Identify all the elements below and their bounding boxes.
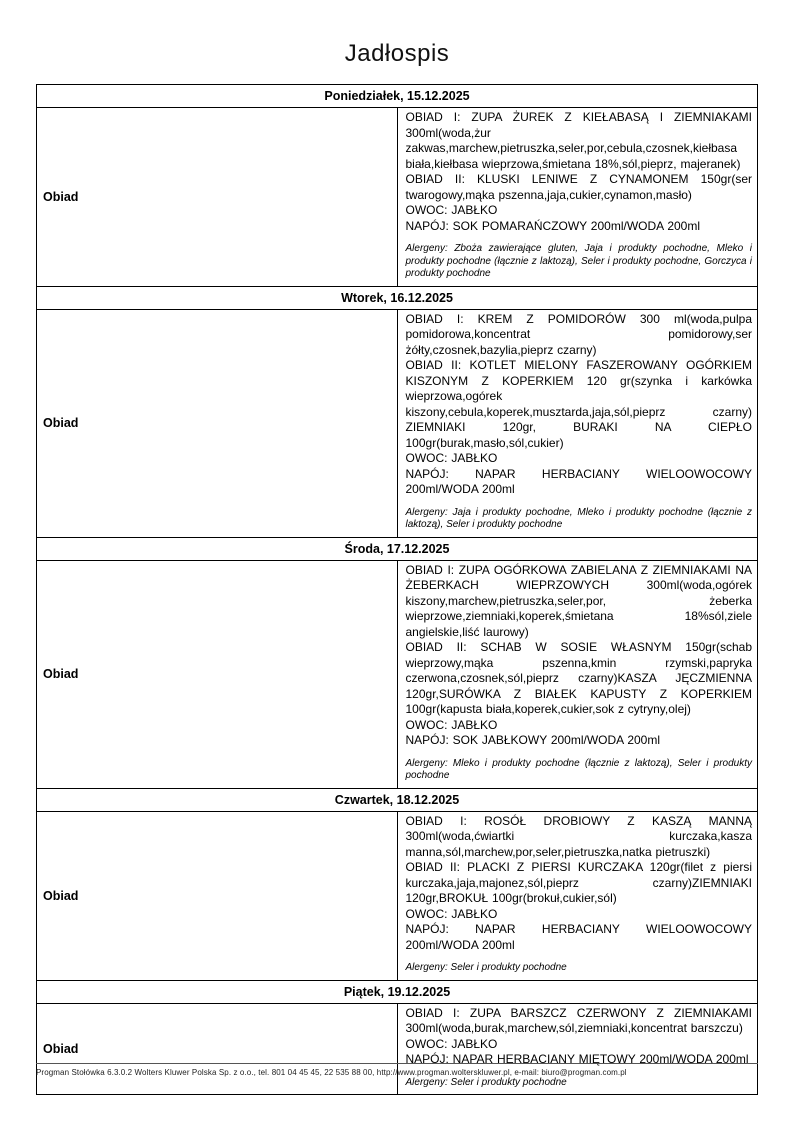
page-title: Jadłospis: [344, 40, 450, 67]
day-header-row: [37, 788, 758, 811]
day-header: Poniedziałek, 15.12.2025: [37, 85, 758, 108]
meal-content-cell: [397, 811, 758, 980]
day-content-row: [37, 309, 758, 537]
meal-paragraph: OBIAD II: PLACKI Z PIERSI KURCZAKA 120gr(filet z piersi kurczaka,jaja,majonez,sól,pieprz czarny)ZIEMNIAKI 120gr,BROKUŁ 100gr(brokuł,cukier,sól): [405, 860, 752, 905]
meal-paragraph: OBIAD II: KLUSKI LENIWE Z CYNAMONEM 150gr(ser twarogowy,mąka pszenna,jaja,cukier,cynamon,masło): [405, 172, 752, 202]
day-header-row: [37, 537, 758, 560]
allergens-note: Alergeny: Jaja i produkty pochodne, Mleko i produkty pochodne (łącznie z laktozą), Seler i produkty pochodne: [405, 506, 752, 530]
menu-table: [36, 84, 758, 1095]
meal-content-cell: [397, 108, 758, 287]
meal-paragraph: OBIAD I: ZUPA BARSZCZ CZERWONY Z ZIEMNIAKAMI 300ml(woda,burak,marchew,sól,ziemniaki,koncentrat barszczu): [405, 1005, 752, 1035]
meal-label: Obiad: [37, 560, 398, 788]
day-header: Czwartek, 18.12.2025: [37, 788, 758, 811]
meal-paragraph: NAPÓJ: SOK POMARAŃCZOWY 200ml/WODA 200ml: [405, 218, 701, 233]
meal-paragraph: NAPÓJ: NAPAR HERBACIANY WIELOOWOCOWY 200ml/WODA 200ml: [405, 466, 752, 496]
meal-paragraph: OWOC: JABŁKO: [405, 451, 498, 465]
meal-paragraph: OBIAD II: KOTLET MIELONY FASZEROWANY OGÓRKIEM KISZONYM Z KOPERKIEM 120 gr(szynka i karkówka wieprzowa,ogórek kiszony,cebula,koperek,musztarda,jaja,sól,pieprz czarny) ZIEMNIAKI 120gr, BURAKI NA CIEPŁO 100gr(burak,masło,sól,cukier): [405, 358, 752, 450]
day-content-row: [37, 811, 758, 980]
day-content-row: [37, 1003, 758, 1095]
meal-content-cell: [397, 309, 758, 537]
meal-label: Obiad: [37, 309, 398, 537]
day-header: Środa, 17.12.2025: [37, 537, 758, 560]
meal-paragraph: NAPÓJ: NAPAR HERBACIANY WIELOOWOCOWY 200ml/WODA 200ml: [405, 922, 752, 952]
allergens-note: Alergeny: Seler i produkty pochodne: [405, 962, 567, 973]
meal-label: Obiad: [37, 108, 398, 287]
meal-paragraph: OBIAD I: ROSÓŁ DROBIOWY Z KASZĄ MANNĄ 300ml(woda,ćwiartki kurczaka,kasza manna,sól,marchew,por,seler,pietruszka,natka pietruszki): [405, 813, 752, 859]
day-header: Piątek, 19.12.2025: [37, 980, 758, 1003]
meal-paragraph: OBIAD I: ZUPA OGÓRKOWA ZABIELANA Z ZIEMNIAKAMI NA ŻEBERKACH WIEPRZOWYCH 300ml(woda,ogórek kiszony,marchew,pietruszka,seler,por, żeberka wieprzowe,ziemniaki,koperek,śmietana 18%sól,ziele angielskie,liść laurowy): [405, 562, 752, 639]
allergens-note: Alergeny: Mleko i produkty pochodne (łącznie z laktozą), Seler i produkty pochodne: [405, 757, 752, 781]
meal-paragraph: OBIAD II: SCHAB W SOSIE WŁASNYM 150gr(schab wieprzowy,mąka pszenna,kmin rzymski,papryka czerwona,czosnek,sól,pieprz czarny)KASZA JĘCZMIENNA 120gr,SURÓWKA Z BIAŁEK KAPUSTY Z KOPERKIEM 100gr(kapusta biała,koperek,cukier,sok z cytryny,olej): [405, 640, 752, 716]
meal-paragraph: OWOC: JABŁKO: [405, 203, 498, 217]
meal-paragraph: OBIAD I: ZUPA ŻUREK Z KIEŁABASĄ I ZIEMNIAKAMI 300ml(woda,żur zakwas,marchew,pietruszka,seler,por,cebula,czosnek,kiełbasa biała,kiełbasa wieprzowa,śmietana 18%,sól,pieprz, majeranek): [405, 110, 752, 171]
meal-paragraph: OWOC: JABŁKO: [405, 717, 498, 732]
meal-label: Obiad: [37, 811, 398, 980]
meal-paragraph: OWOC: JABŁKO: [405, 906, 498, 921]
day-content-row: [37, 108, 758, 287]
day-content-row: [37, 560, 758, 788]
day-header-row: [37, 85, 758, 108]
allergens-note: Alergeny: Zboża zawierające gluten, Jaja i produkty pochodne, Mleko i produkty pochodne (łącznie z laktozą), Seler i produkty pochodne, Gorczyca i produkty pochodne: [405, 243, 752, 279]
meal-paragraph: OBIAD I: KREM Z POMIDORÓW 300 ml(woda,pulpa pomidorowa,koncentrat pomidorowy,ser żółty,czosnek,bazylia,pieprz czarny): [405, 311, 752, 357]
meal-paragraph: OWOC: JABŁKO: [405, 1036, 498, 1051]
allergens-note: Alergeny: Seler i produkty pochodne: [405, 1076, 567, 1088]
day-header-row: [37, 980, 758, 1003]
day-header: Wtorek, 16.12.2025: [37, 286, 758, 309]
meal-content-cell: [397, 560, 758, 788]
meal-label: Obiad: [37, 1003, 398, 1095]
meal-paragraph: NAPÓJ: SOK JABŁKOWY 200ml/WODA 200ml: [405, 733, 661, 747]
page-footer: Progman Stołówka 6.3.0.2 Wolters Kluwer Polska Sp. z o.o., tel. 801 04 45 45, 22 535 88 00, http://www.progman.wolterskluwer.pl, e-mail: biuro@progman.com.pl: [36, 1063, 758, 1077]
meal-paragraph: NAPÓJ: NAPAR HERBACIANY MIĘTOWY 200ml/WODA 200ml: [405, 1052, 749, 1066]
meal-content-cell: [397, 1003, 758, 1095]
day-header-row: [37, 286, 758, 309]
